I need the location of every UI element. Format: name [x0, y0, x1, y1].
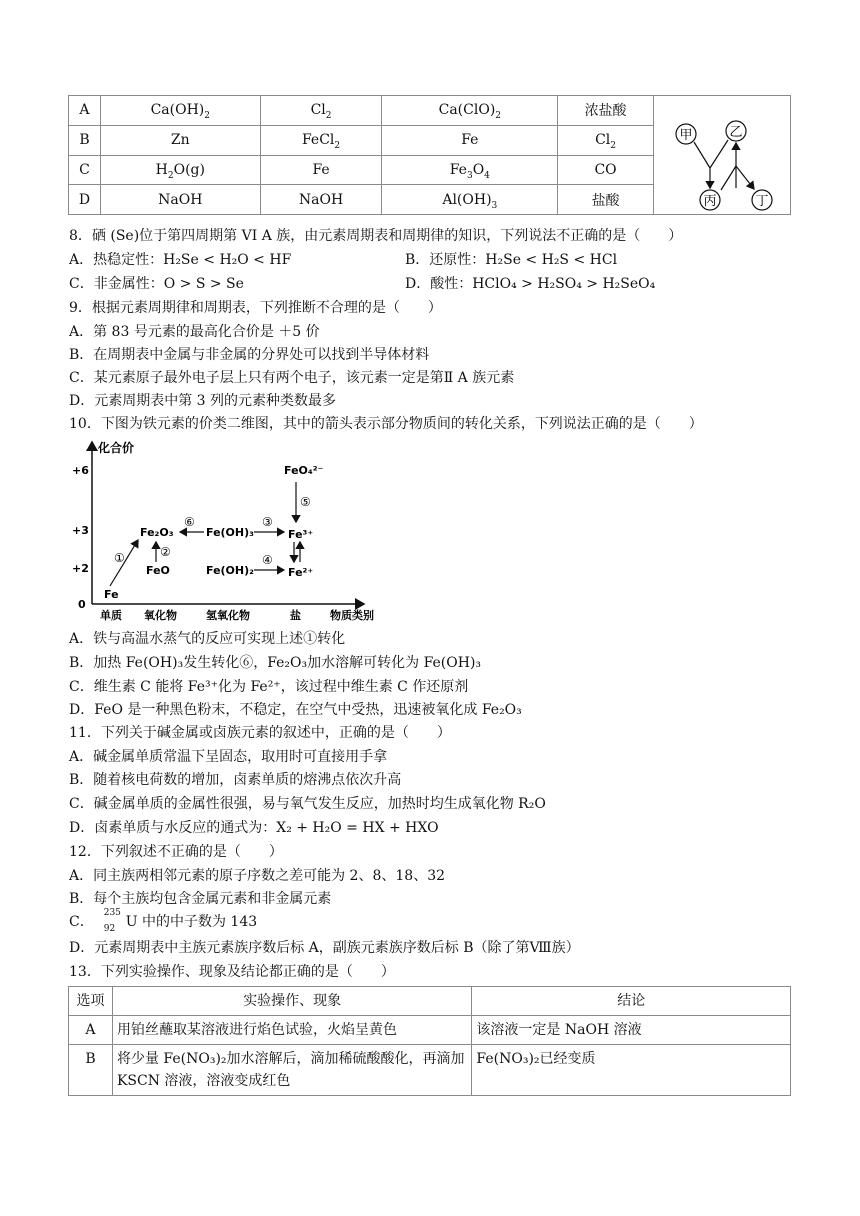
q13-stem: 13．下列实验操作、现象及结论都正确的是（ ）: [69, 964, 395, 980]
cell: 盐酸: [558, 185, 654, 215]
species-feoh2: Fe(OH)₂: [206, 564, 254, 577]
row-label: C: [69, 155, 101, 185]
q11-option-a: A．碱金属单质常温下呈固态，取用时可直接用手拿: [69, 749, 388, 765]
species-feoh3: Fe(OH)₃: [206, 526, 254, 539]
species-fe2plus: Fe²⁺: [288, 566, 314, 579]
row-option: B: [69, 1045, 113, 1096]
species-fe2o3: Fe₂O₃: [140, 526, 174, 539]
q9-option-a: A．第 83 号元素的最高化合价是 ＋5 价: [69, 324, 320, 340]
q10-stem: 10．下图为铁元素的价类二维图，其中的箭头表示部分物质间的转化关系，下列说法正确的是（ ）: [69, 416, 703, 432]
species-feo: FeO: [146, 564, 170, 577]
row-label: D: [69, 185, 101, 215]
arrow-label-6: ⑥: [184, 515, 195, 529]
cell: 浓盐酸: [558, 96, 654, 126]
q8-stem: 8．硒 (Se)位于第四周期第 VI A 族，由元素周期表和周期律的知识，下列说法不正确的是（ ）: [69, 228, 683, 244]
cell: Fe: [382, 125, 558, 155]
iron-valence-class-chart: [64, 438, 394, 626]
q8-option-d: D．酸性：HClO₄ > H₂SO₄ > H₂SeO₄: [405, 276, 656, 292]
x-tick: 氢氧化物: [206, 609, 250, 622]
q11-option-c: C．碱金属单质的金属性很强，易与氧气发生反应，加热时均生成氧化物 R₂O: [69, 796, 546, 812]
table-header-row: [69, 987, 791, 1016]
q9-option-d: D．元素周期表中第 3 列的元素种类数最多: [69, 393, 337, 409]
q12-stem: 12．下列叙述不正确的是（ ）: [69, 844, 283, 860]
table-row: [69, 1045, 791, 1096]
q8-option-c: C．非金属性：O > S > Se: [69, 276, 244, 292]
table-row: [69, 1016, 791, 1045]
cell: $Fe_3O_4$: [382, 155, 558, 185]
mass-number: 235: [103, 908, 121, 918]
q12-option-a: A．同主族两相邻元素的原子序数之差可能为 2、8、18、32: [69, 868, 446, 884]
q8-option-a: A．热稳定性：H₂Se < H₂O < HF: [69, 252, 292, 268]
cell: FeCl$_2$: [260, 125, 382, 155]
q10-option-c: C．维生素 C 能将 Fe³⁺化为 Fe²⁺，该过程中维生素 C 作还原剂: [69, 679, 469, 695]
q7-options-table: [68, 95, 791, 215]
node-ding: 丁: [755, 194, 769, 209]
q9-option-c: C．某元素原子最外电子层上只有两个电子，该元素一定是第Ⅱ A 族元素: [69, 370, 515, 386]
arrow-label-4: ④: [262, 553, 273, 567]
cell: $H_2O(g)$: [100, 155, 260, 185]
y-tick: +2: [72, 562, 89, 575]
arrow-label-2: ②: [160, 545, 171, 559]
cell: NaOH: [100, 185, 260, 215]
cell: CO: [558, 155, 654, 185]
q11-option-b: B．随着核电荷数的增加，卤素单质的熔沸点依次升高: [69, 772, 402, 788]
node-jia: 甲: [679, 128, 693, 143]
q9-option-b: B．在周期表中金属与非金属的分界处可以找到半导体材料: [69, 347, 430, 363]
cell: NaOH: [260, 185, 382, 215]
q12-option-c: C． 235 92 U 中的中子数为 143: [69, 908, 258, 934]
row-label: A: [69, 96, 101, 126]
x-tick: 盐: [290, 609, 301, 622]
row-conclusion: Fe(NO₃)₂已经变质: [472, 1045, 791, 1096]
q13-table: [68, 986, 791, 1096]
y-tick: +3: [72, 524, 89, 537]
conversion-diagram-cell: [653, 96, 790, 215]
q8-option-b: B．还原性：H₂Se < H₂S < HCl: [405, 252, 618, 268]
species-fe3plus: Fe³⁺: [288, 528, 314, 541]
q10-option-d: D．FeO 是一种黑色粉末，不稳定，在空气中受热，迅速被氧化成 Fe₂O₃: [69, 702, 522, 718]
x-tick: 单质: [100, 609, 122, 622]
q10-option-b: B．加热 Fe(OH)₃发生转化⑥，Fe₂O₃加水溶解可转化为 Fe(OH)₃: [69, 655, 482, 671]
column-header: 实验操作、现象: [112, 987, 471, 1016]
row-option: A: [69, 1016, 113, 1045]
x-tick: 氧化物: [144, 609, 177, 622]
atomic-number: 92: [103, 924, 116, 934]
y-axis-label: 化合价: [98, 441, 135, 455]
q11-option-d: D．卤素单质与水反应的通式为：X₂ + H₂O = HX + HXO: [69, 820, 439, 836]
x-axis-label: 物质类别: [330, 609, 374, 622]
cell: $Ca(ClO)_2$: [382, 96, 558, 126]
cell: Fe: [260, 155, 382, 185]
arrow-label-1: ①: [114, 551, 125, 565]
y-tick: +6: [72, 464, 89, 477]
y-tick: 0: [78, 598, 86, 611]
arrow-label-3: ③: [262, 515, 273, 529]
cell: Zn: [100, 125, 260, 155]
cell: $Al(OH)_3$: [382, 185, 558, 215]
q12-option-b: B．每个主族均包含金属元素和非金属元素: [69, 891, 332, 907]
q9-stem: 9．根据元素周期律和周期表，下列推断不合理的是（ ）: [69, 300, 442, 316]
species-fe: Fe: [104, 588, 119, 601]
row-operation: 用铂丝蘸取某溶液进行焰色试验，火焰呈黄色: [112, 1016, 471, 1045]
table-row: [69, 96, 791, 126]
column-header: 选项: [69, 987, 113, 1016]
column-header: 结论: [472, 987, 791, 1016]
row-label: B: [69, 125, 101, 155]
node-bing: 丙: [703, 194, 717, 209]
row-operation: 将少量 Fe(NO₃)₂加水溶解后，滴加稀硫酸酸化，再滴加 KSCN 溶液，溶液变成红色: [112, 1045, 471, 1096]
q11-stem: 11．下列关于碱金属或卤族元素的叙述中，正确的是（ ）: [69, 725, 451, 741]
row-conclusion: 该溶液一定是 NaOH 溶液: [472, 1016, 791, 1045]
species-feo4: FeO₄²⁻: [284, 464, 324, 477]
arrow-label-5: ⑤: [300, 495, 311, 509]
cell: $Cl_2$: [558, 125, 654, 155]
node-yi: 乙: [729, 125, 743, 140]
cell: $Ca(OH)_2$: [100, 96, 260, 126]
conversion-diagram: [654, 96, 790, 214]
q12-option-d: D．元素周期表中主族元素族序数后标 A，副族元素族序数后标 B（除了第Ⅷ族）: [69, 940, 580, 956]
cell: $Cl_2$: [260, 96, 382, 126]
q10-option-a: A．铁与高温水蒸气的反应可实现上述①转化: [69, 631, 346, 647]
